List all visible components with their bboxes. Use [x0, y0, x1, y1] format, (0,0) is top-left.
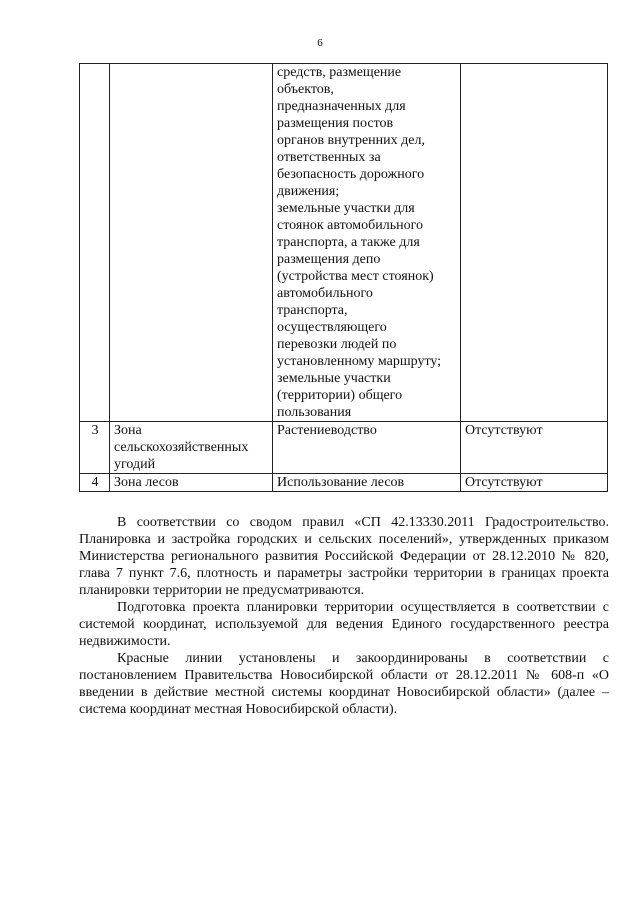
cell-text-line: угодий: [114, 457, 156, 472]
cell-text-line: Использование лесов: [277, 475, 405, 490]
paragraph-red-lines: Красные линии установлены и закоординированы в соответствии с постановлением Правительства Новосибирской области от 28.12.2011 № 608-п «О введении в действие местной системы координат Новосибирской области» (далее – система координат местная Новосибирской области).: [79, 651, 609, 717]
cell-text-line: Зона: [114, 423, 142, 438]
cell-text-line: автомобильного: [277, 286, 373, 301]
parameters-cell: [461, 422, 608, 474]
usage-type-cell: [273, 64, 461, 422]
cell-text-line: органов внутренних дел,: [277, 133, 425, 148]
zones-table-body: [80, 64, 608, 492]
parameters-cell: [461, 64, 608, 422]
zone-name-cell: [110, 64, 273, 422]
cell-text-line: размещения постов: [277, 116, 394, 131]
cell-text-line: (территории) общего: [277, 388, 403, 403]
zones-table: [79, 63, 608, 492]
cell-text-line: транспорта,: [277, 303, 348, 318]
cell-text-line: безопасность дорожного: [277, 167, 425, 182]
cell-text-line: средств, размещение: [277, 65, 402, 80]
cell-text-line: предназначенных для: [277, 99, 406, 114]
cell-text-line: осуществляющего: [277, 320, 387, 335]
zone-name-cell: [110, 474, 273, 492]
cell-text-line: Растениеводство: [277, 423, 377, 438]
table-row: [80, 422, 608, 474]
body-text: [79, 514, 609, 718]
cell-text-line: перевозки людей по: [277, 337, 397, 352]
parameters-cell: [461, 474, 608, 492]
cell-text-line: (устройства мест стоянок): [277, 269, 434, 284]
paragraph-coordinate-system: Подготовка проекта планировки территории осуществляется в соответствии с системой координат, используемой для ведения Единого государственного реестра недвижимости.: [79, 600, 609, 649]
zone-name-cell: [110, 422, 273, 474]
table-row: [80, 64, 608, 422]
cell-text-line: объектов,: [277, 82, 334, 97]
cell-text-line: пользования: [277, 405, 352, 420]
row-number-cell: 3: [80, 422, 110, 474]
usage-type-cell: [273, 422, 461, 474]
cell-text-line: Отсутствуют: [465, 423, 543, 438]
page-number: 6: [317, 37, 323, 49]
paragraph-sp-standard: В соответствии со сводом правил «СП 42.13330.2011 Градостроительство. Планировка и застройка городских и сельских поселений», утвержденных приказом Министерства регионального развития Российской Федерации от 28.12.2010 № 820, глава 7 пункт 7.6, плотность и параметры застройки территории в границах проекта планировки территории не предусматриваются.: [79, 515, 609, 598]
row-number-cell: 4: [80, 474, 110, 492]
usage-type-cell: [273, 474, 461, 492]
table-row: [80, 474, 608, 492]
cell-text-line: стоянок автомобильного: [277, 218, 423, 233]
cell-text-line: транспорта, а также для: [277, 235, 420, 250]
cell-text-line: Отсутствуют: [465, 475, 543, 490]
cell-text-line: земельные участки: [277, 371, 391, 386]
cell-text-line: сельскохозяйственных: [114, 440, 249, 455]
row-number-cell: [80, 64, 110, 422]
cell-text-line: установленному маршруту;: [277, 354, 442, 369]
cell-text-line: ответственных за: [277, 150, 381, 165]
cell-text-line: движения;: [277, 184, 340, 199]
cell-text-line: Зона лесов: [114, 475, 179, 490]
cell-text-line: размещения депо: [277, 252, 381, 267]
cell-text-line: земельные участки для: [277, 201, 415, 216]
